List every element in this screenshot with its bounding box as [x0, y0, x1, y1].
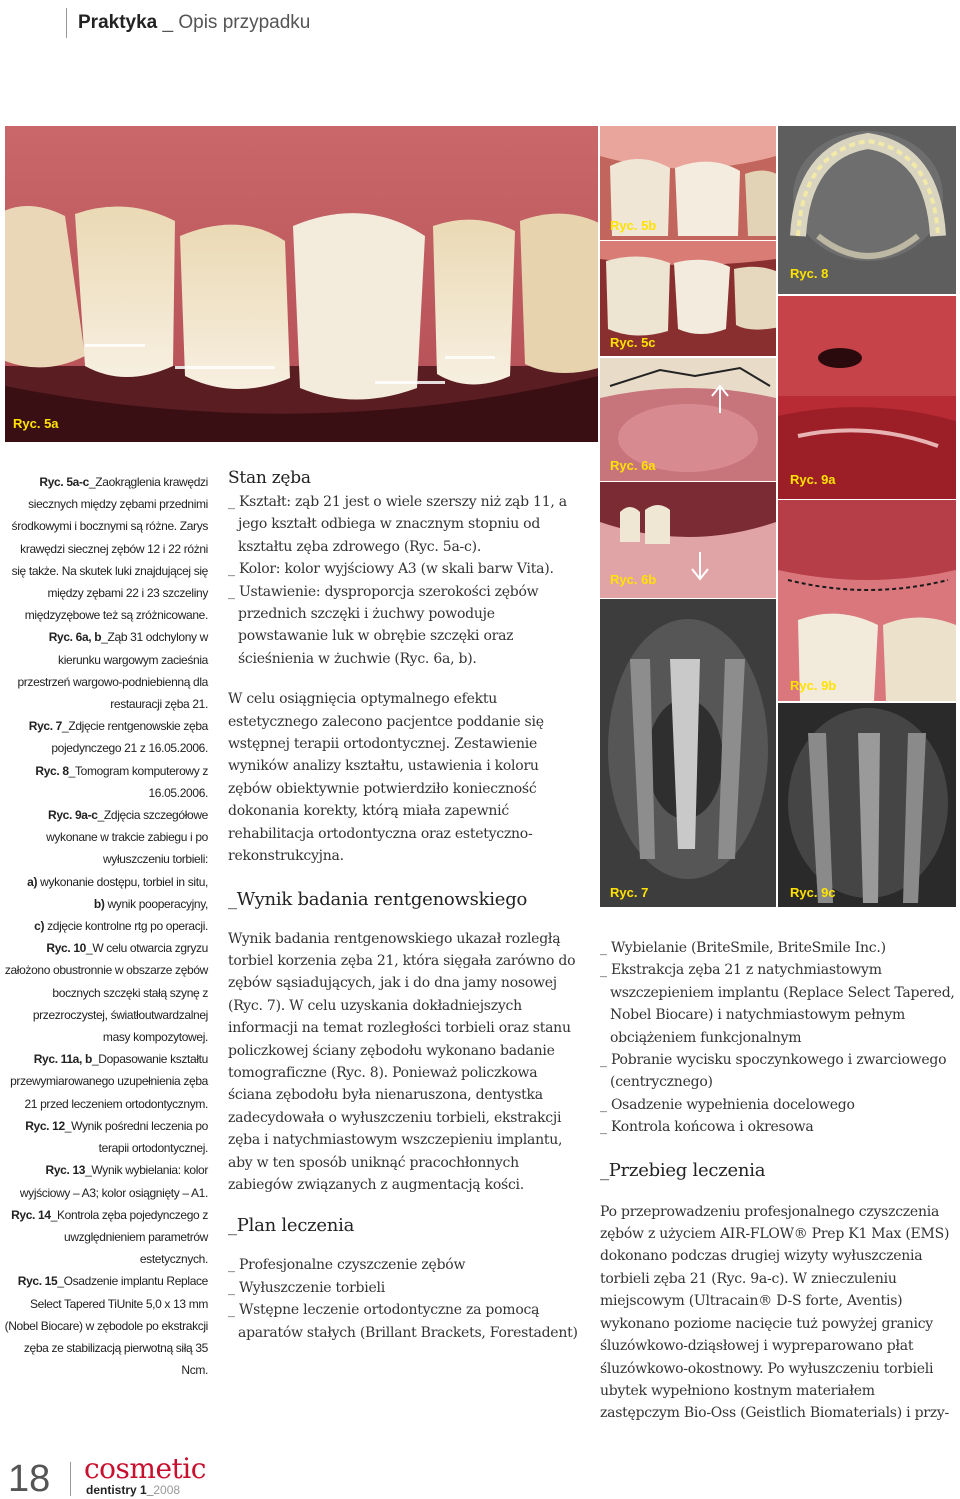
plan-item-cyst: _ Wyłuszczenie torbieli [228, 1279, 385, 1296]
plan-item-cleaning: _ Profesjonalne czyszczenie zębów [228, 1257, 466, 1274]
heading-rtg: _Wynik badania rentgenowskiego [228, 888, 528, 910]
plan-item-ortho: _ Wstępne leczenie ortodontyczne za pomocą aparatów stałych (Brillant Brackets, Forestadent) [228, 1302, 578, 1341]
photo-9c-xray [778, 703, 956, 907]
stan-item-shape: _ Kształt: ząb 21 jest o wiele szerszy niż ząb 11, a jego kształt odbiega w znacznym stopniu od kształtu zęba zdrowego (Ryc. 5a-c). [228, 494, 567, 555]
photo-9a-flap [778, 296, 956, 499]
heading-plan: _Plan leczenia [228, 1215, 355, 1237]
heading-stan-zeba: Stan zęba [228, 468, 311, 488]
label-ryc-6b: Ryc. 6b [610, 572, 657, 587]
paragraph-ortho: W celu osiągnięcia optymalnego efektu estetycznego zalecono pacjentce poddanie się wstępnej terapii ortodontycznej. Zestawienie wyników analizy kształtu, ustawienia i koloru zębów obiektywnie potwierdziło konieczność dokonania korekty, którą miała zapewnić rehabilitacja ortodontyczna oraz estetyczno-rekonstrukcyjna. [228, 691, 544, 865]
plan-item-restoration: _ Osadzenie wypełnienia docelowego [600, 1096, 855, 1113]
label-ryc-9c: Ryc. 9c [790, 885, 836, 900]
heading-przebieg: _Przebieg leczenia [600, 1159, 766, 1181]
label-ryc-9a: Ryc. 9a [790, 472, 836, 487]
label-ryc-8: Ryc. 8 [790, 266, 829, 281]
label-ryc-9b: Ryc. 9b [790, 678, 837, 693]
label-ryc-5c: Ryc. 5c [610, 335, 656, 350]
footer-rule [70, 1462, 71, 1496]
photo-6b [600, 482, 776, 598]
plan-item-impression: _ Pobranie wycisku spoczynkowego i zwarciowego (centrycznego) [600, 1052, 947, 1091]
paragraph-rtg: Wynik badania rentgenowskiego ukazał rozległą torbiel korzenia zęba 21, która sięgała zarówno do zębów sąsiadujących, jak i do dna jamy nosowej (Ryc. 7). W celu uzyskania dokładniejszych informacji na temat rozległości torbieli oraz stanu policzkowej ściany zębodołu wykonano badanie tomograficzne (Ryc. 8). Ponieważ policzkowa ściana zębodołu była nienaruszona, dentystka zadecydowała o wyłuszczeniu torbieli, ekstrakcji zęba i natychmiastowym wszczepieniu implantu, aby w ten sposób uniknąć pracochłonnych zabiegów związanych z augmentacją kości. [228, 930, 576, 1193]
caption-6a-b: Ryc. 6a, b_Ząb 31 odchylony w kierunku wargowym zacieśnia przestrzeń wargowo-podniebienną dla restauracji zęba 21. [17, 630, 208, 712]
caption-12: Ryc. 12_Wynik pośredni leczenia po terapii ortodontycznej. [25, 1118, 208, 1156]
brand-logo: cosmetic [84, 1452, 206, 1485]
photo-7-xray [600, 599, 776, 907]
photo-5b [600, 126, 776, 240]
caption-9-a: a) wykonanie dostępu, torbiel in situ, [27, 874, 208, 889]
caption-7: Ryc. 7_Zdjęcie rentgenowskie zęba pojedynczego 21 z 16.05.2006. [28, 719, 208, 756]
stan-item-color: _ Kolor: kolor wyjściowy A3 (w skali barw Vita). [228, 561, 554, 578]
article-column-right [600, 937, 956, 1425]
article-column-middle [228, 466, 580, 1344]
figure-captions [4, 471, 208, 1381]
caption-14: Ryc. 14_Kontrola zęba pojedynczego z uwzględnieniem parametrów estetycznych. [11, 1207, 208, 1267]
label-ryc-6a: Ryc. 6a [610, 458, 656, 473]
running-header [78, 12, 310, 34]
stan-item-alignment: _ Ustawienie: dysproporcja szerokości zębów przednich szczęki i żuchwy powoduje powstawanie luk w obrębie szczęki oraz ścieśnienia w żuchwie (Ryc. 6a, b). [228, 583, 539, 667]
caption-10: Ryc. 10_W celu otwarcia zgryzu założono obustronnie w obszarze zębów bocznych szczęki stałą szynę z przezroczystej, światłoutwardzalnej masy kompozytowej. [4, 941, 208, 1045]
photo-5c [600, 241, 776, 356]
header-section: Praktyka [78, 12, 158, 33]
caption-5a-c: Ryc. 5a-c_Zaokrąglenia krawędzi siecznych między zębami przednimi środkowymi i bocznymi są różne. Zarys krawędzi siecznej zębów 12 i 22 różni się także. Na skutek luki znajdującej się między zębami 22 i 23 szczeliny międzyzębowe też są zróżnicowane. [11, 475, 208, 623]
header-subsection: Opis przypadku [178, 12, 311, 33]
label-ryc-5b: Ryc. 5b [610, 218, 657, 233]
paragraph-przebieg: Po przeprowadzeniu profesjonalnego czyszczenia zębów z użyciem AIR-FLOW® Prep K1 Max (EMS) dokonano podczas drugiej wizyty wyłuszczenia torbieli zęba 21 (Ryc. 9a-c). W znieczuleniu miejscowym (Ultracain® D-S forte, Aventis) wykonano poziome nacięcie tuż powyżej granicy śluzówkowo-dziąsłowej i wypreparowano płat śluzówkowo-okostnowy. Po wyłuszczeniu torbieli ubytek wypełniono kostnym materiałem zastępczym Bio-Oss (Geistlich Biomaterials) i przy- [600, 1203, 950, 1422]
photo-5a-smile [5, 126, 598, 442]
photo-6a [600, 358, 776, 481]
header-rule [66, 8, 67, 38]
caption-11a-b: Ryc. 11a, b_Dopasowanie kształtu przewymiarowanego uzupełnienia zęba 21 przed leczeniem ortodontycznym. [10, 1052, 208, 1111]
caption-9-c: c) zdjęcie kontrolne rtg po operacji. [34, 919, 208, 934]
label-ryc-7: Ryc. 7 [610, 885, 649, 900]
page-number: 18 [8, 1458, 51, 1499]
brand-subtitle: dentistry 1_2008 [86, 1483, 181, 1497]
label-ryc-5a: Ryc. 5a [13, 416, 59, 431]
plan-item-control: _ Kontrola końcowa i okresowa [600, 1119, 814, 1136]
caption-15: Ryc. 15_Osadzenie implantu Replace Select Tapered TiUnite 5,0 x 13 mm (Nobel Biocare) w zębodole po ekstrakcji zęba ze stabilizacją pierwotną siłą 35 Ncm. [4, 1274, 208, 1378]
caption-9a-c: Ryc. 9a-c_Zdjęcia szczegółowe wykonane w trakcie zabiegu i po wyłuszczeniu torbieli: [46, 808, 208, 867]
header-separator: _ [157, 12, 179, 33]
caption-9-b: b) wynik pooperacyjny, [93, 896, 208, 911]
plan-item-extraction: _ Ekstrakcja zęba 21 z natychmiastowym wszczepieniem implantu (Replace Select Tapered, Nobel Biocare) i natychmiastowym pełnym obciążeniem funkcjonalnym [600, 962, 955, 1046]
photo-9b [778, 500, 956, 701]
photo-8-ct [778, 126, 956, 294]
caption-8: Ryc. 8_Tomogram komputerowy z 16.05.2006. [35, 763, 208, 800]
plan-item-whitening: _ Wybielanie (BriteSmile, BriteSmile Inc.) [600, 940, 886, 956]
caption-13: Ryc. 13_Wynik wybielania: kolor wyjściowy – A3; kolor osiągnięty – A1. [19, 1163, 208, 1200]
